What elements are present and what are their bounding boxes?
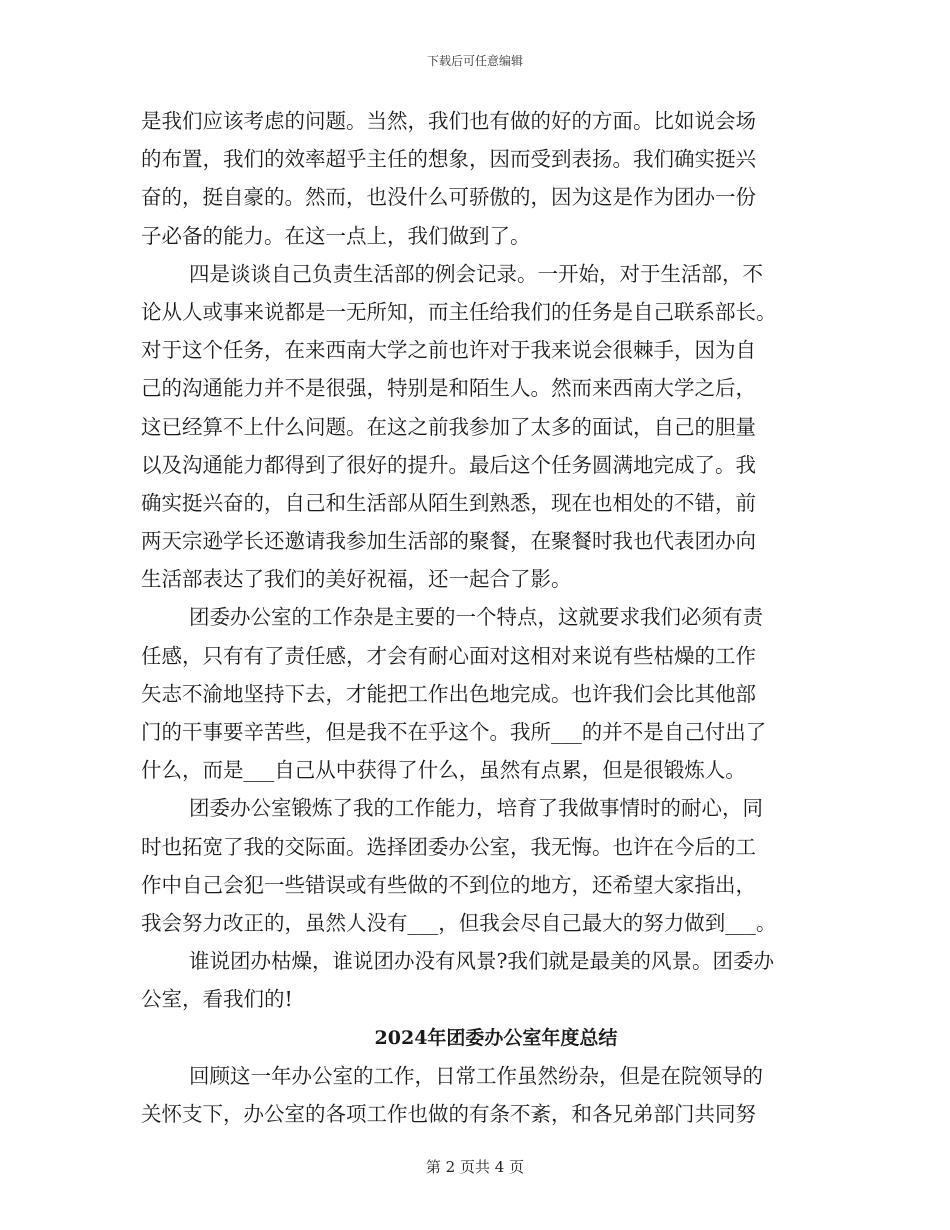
text-line: 谁说团办枯燥，谁说团办没有风景?我们就是最美的风景。团委办	[189, 949, 774, 974]
text-line: 这已经算不上什么问题。在这之前我参加了太多的面试，自己的胆量	[141, 414, 756, 439]
text-line: 己的沟通能力并不是很强，特别是和陌生人。然而来西南大学之后，	[141, 376, 756, 401]
text-line: 作中自己会犯一些错误或有些做的不到位的地方，还希望大家指出，	[141, 872, 756, 897]
text-line: 对于这个任务，在来西南大学之前也许对于我来说会很棘手，因为自	[141, 338, 756, 363]
text-line: 奋的，挺自豪的。然而，也没什么可骄傲的，因为这是作为团办一份	[141, 185, 756, 210]
text-line: 的布置，我们的效率超乎主任的想象，因而受到表扬。我们确实挺兴	[141, 147, 756, 172]
text-line: 矢志不渝地坚持下去，才能把工作出色地完成。也许我们会比其他部	[141, 681, 756, 706]
text-line: 四是谈谈自己负责生活部的例会记录。一开始，对于生活部，不	[189, 261, 763, 286]
text-line: 生活部表达了我们的美好祝福，还一起合了影。	[141, 567, 572, 592]
document-body	[141, 102, 811, 1133]
text-line: 任感，只有有了责任感，才会有耐心面对这相对来说有些枯燥的工作	[141, 643, 756, 668]
page-footer: 第 2 页共 4 页	[425, 1158, 525, 1176]
text-line: 子必备的能力。在这一点上，我们做到了。	[141, 223, 531, 248]
text-line: 关怀支下，办公室的各项工作也做的有条不紊，和各兄弟部门共同努	[141, 1101, 756, 1126]
text-line: 我会努力改正的，虽然人没有___，但我会尽自己最大的努力做到___。	[141, 910, 777, 935]
page-header: 下载后可任意编辑	[426, 54, 523, 68]
text-line: 公室，看我们的!	[141, 987, 293, 1012]
text-line: 团委办公室的工作杂是主要的一个特点，这就要求我们必须有责	[189, 605, 763, 630]
section-title: 2024年团委办公室年度总结	[374, 1026, 618, 1049]
text-line: 时也拓宽了我的交际面。选择团委办公室，我无悔。也许在今后的工	[141, 834, 756, 859]
text-line: 确实挺兴奋的，自己和生活部从陌生到熟悉，现在也相处的不错，前	[141, 490, 756, 515]
text-line: 团委办公室锻炼了我的工作能力，培育了我做事情时的耐心，同	[189, 796, 763, 821]
text-line: 回顾这一年办公室的工作，日常工作虽然纷杂，但是在院领导的	[189, 1063, 763, 1088]
text-line: 什么，而是___自己从中获得了什么，虽然有点累，但是很锻炼人。	[141, 758, 746, 783]
text-line: 门的干事要辛苦些，但是我不在乎这个。我所___的并不是自己付出了	[141, 720, 767, 744]
text-line: 两天宗逊学长还邀请我参加生活部的聚餐，在聚餐时我也代表团办向	[141, 529, 756, 554]
text-line: 论从人或事来说都是一无所知，而主任给我们的任务是自己联系部长。	[141, 299, 777, 324]
text-line: 是我们应该考虑的问题。当然，我们也有做的好的方面。比如说会场	[141, 109, 756, 133]
paragraph-block	[141, 102, 811, 1019]
paragraph-block	[141, 1057, 811, 1133]
text-line: 以及沟通能力都得到了很好的提升。最后这个任务圆满地完成了。我	[141, 452, 756, 477]
